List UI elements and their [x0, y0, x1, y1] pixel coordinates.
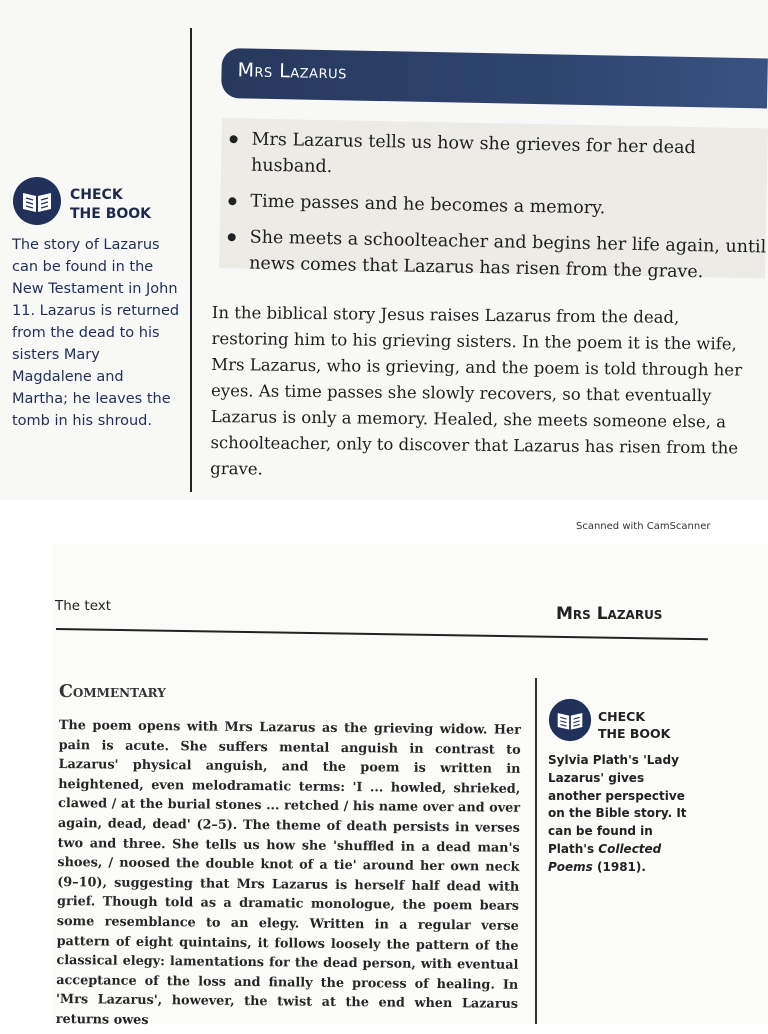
section-banner	[221, 48, 768, 108]
summary-list	[219, 118, 768, 286]
check-the-book-header	[548, 698, 718, 748]
check-label: CHECK	[598, 709, 646, 724]
sidebar-text-part: Sylvia Plath's 'Lady Lazarus' gives another perspective on the Bible story. It can be found in Plath's	[548, 753, 687, 856]
summary-bullet	[227, 224, 768, 286]
summary-box	[219, 118, 768, 283]
scanner-watermark: Scanned with CamScanner	[576, 521, 711, 532]
book-icon	[12, 176, 62, 226]
sidebar-text-part: (1981).	[592, 859, 646, 874]
running-header-left: The text	[55, 598, 112, 614]
bullet-icon	[228, 233, 236, 241]
check-the-book-text: The story of Lazarus can be found in the New Testament in John 11. Lazarus is returned from the dead to his sisters Mary Magdalene and Martha; he leaves the tomb in his shroud.	[12, 237, 180, 429]
check-the-book-sidebar	[548, 698, 718, 877]
the-book-label: THE BOOK	[70, 206, 152, 222]
vertical-divider	[190, 28, 192, 492]
commentary-paragraph: The poem opens with Mrs Lazarus as the grieving widow. Her pain is acute. She suffers mental anguish in contrast to Lazarus' physical anguish, and the poem is written in heightened, even melodramatic terms: 'I ... howled, shrieked, clawed / at the burial stones ... retched / his name over and over again, dead, dead' (2–5). The theme of death persists in verses two and three. She tells us how she 'shuffled in a dead man's shoes, / noosed the double knot of a tie' around her own neck (9–10), suggesting that Mrs Lazarus is herself half dead with grief. Though told as a dramatic monologue, the poem bears some resemblance to an elegy. Written in a regular verse pattern of eight quintains, it follows loosely the pattern of the classical elegy: lamentations for the dead person, with eventual acceptance of the loss and finally the process of healing. In 'Mrs Lazarus', however, the twist at the end when Lazarus returns owes	[55, 717, 521, 1028]
vertical-divider	[535, 678, 537, 1024]
the-book-label: THE BOOK	[598, 726, 671, 741]
check-the-book-sidebar	[12, 176, 184, 432]
summary-bullet	[228, 188, 768, 224]
intro-paragraph: In the biblical story Jesus raises Lazarus from the dead, restoring him to his grieving sisters. In the poem it is the wife, Mrs Lazarus, who is grieving, and the poem is told through her eyes. As time passes she slowly recovers, so that eventually Lazarus is only a memory. Healed, she meets someone else, a schoolteacher, only to discover that Lazarus has risen from the grave.	[210, 302, 743, 479]
check-the-book-text	[548, 752, 698, 877]
check-the-book-label	[70, 186, 151, 224]
banner-title: Mrs Lazarus	[237, 59, 348, 84]
check-label: CHECK	[70, 187, 123, 203]
bullet-icon	[230, 135, 238, 143]
book-title-italic: Collected Poems	[548, 841, 662, 874]
bullet-text: Mrs Lazarus tells us how she grieves for her dead husband.	[250, 129, 696, 178]
bullet-text: Time passes and he becomes a memory.	[250, 191, 606, 219]
book-icon	[548, 698, 592, 742]
bottom-page	[52, 544, 768, 1028]
check-the-book-header	[12, 176, 184, 226]
running-header-right: Mrs Lazarus	[556, 604, 663, 624]
bullet-text: She meets a schoolteacher and begins her life again, until news comes that Lazarus has risen from the grave.	[249, 227, 767, 283]
check-the-book-label	[598, 708, 670, 742]
header-rule	[56, 628, 708, 640]
commentary-heading: Commentary	[59, 682, 166, 702]
summary-bullet	[229, 126, 768, 188]
top-page	[0, 0, 768, 500]
bullet-icon	[228, 197, 236, 205]
